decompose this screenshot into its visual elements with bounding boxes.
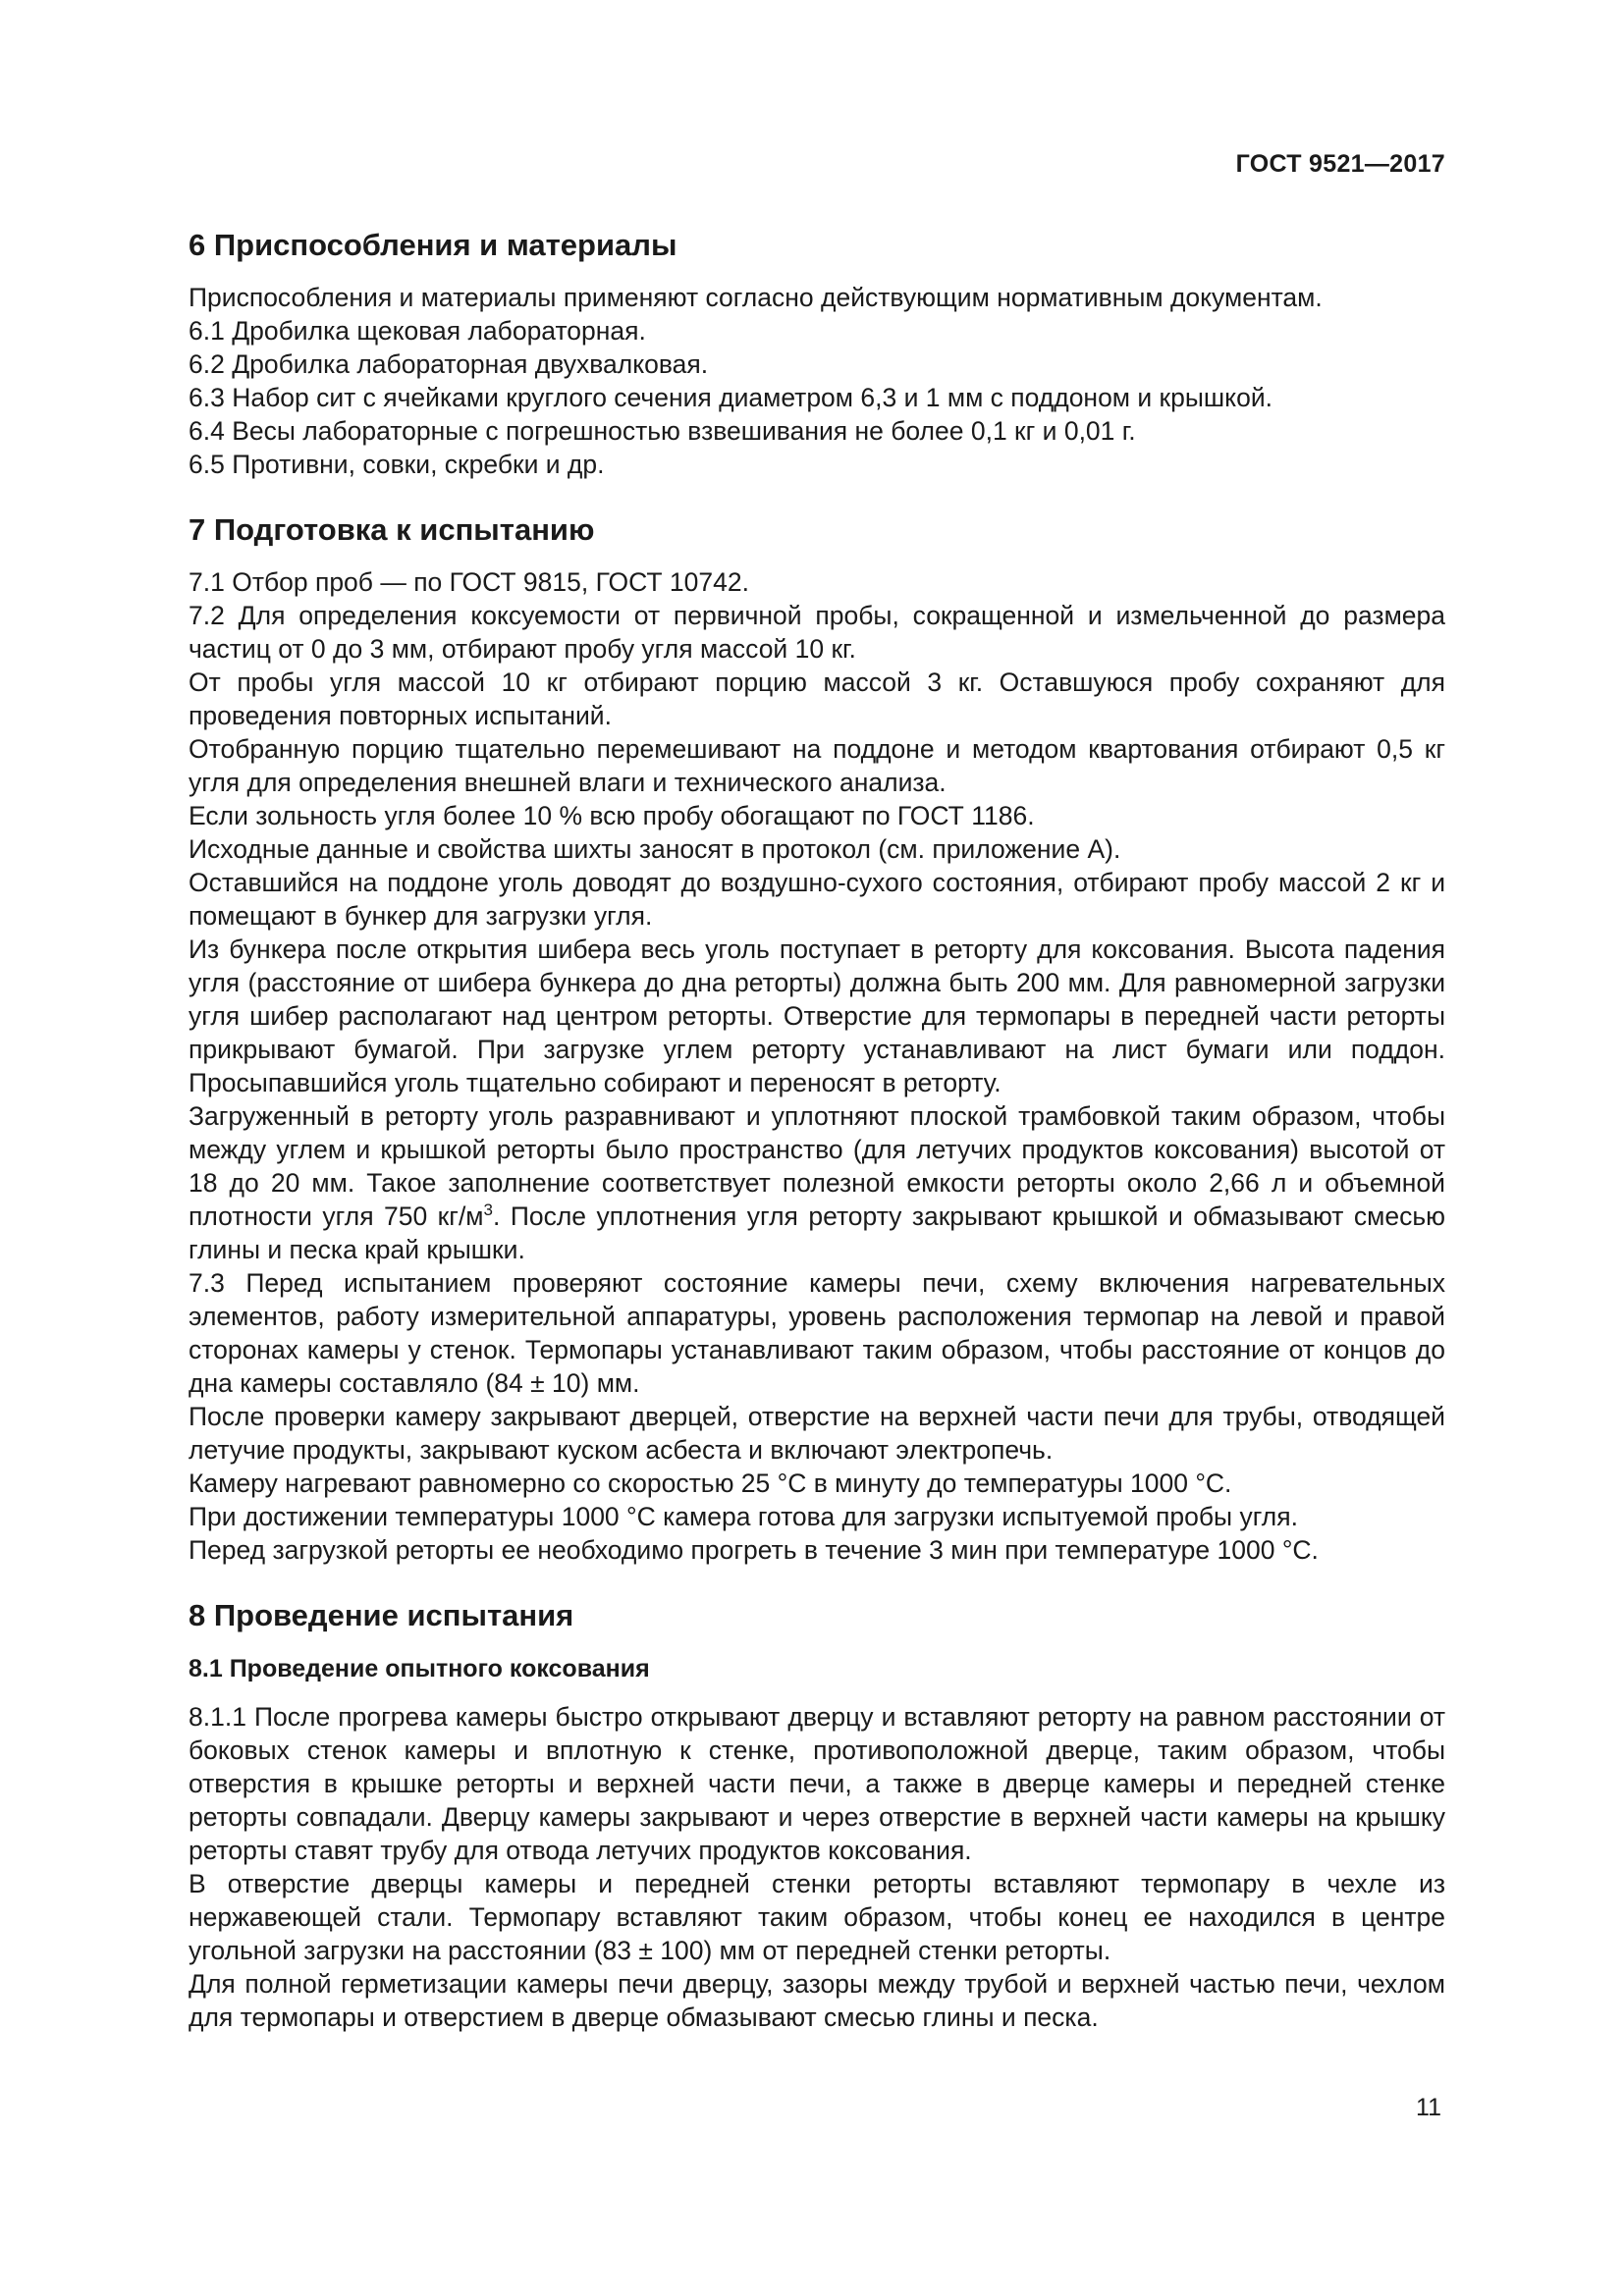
paragraph: От пробы угля массой 10 кг отбирают порцию массой 3 кг. Оставшуюся пробу сохраняют для проведения повторных испытаний.	[189, 667, 1445, 730]
paragraph: Оставшийся на поддоне уголь доводят до воздушно-сухого состояния, отбирают пробу массой 2 кг и помещают в бункер для загрузки угля.	[189, 868, 1445, 931]
subsection-8-1-title: 8.1 Проведение опытного коксования	[189, 1655, 650, 1682]
paragraph: Исходные данные и свойства шихты заносят в протокол (см. приложение А).	[189, 834, 1121, 864]
item-6-5: 6.5 Противни, совки, скребки и др.	[189, 450, 605, 479]
document-code: ГОСТ 9521—2017	[1235, 150, 1445, 178]
paragraph: Если зольность угля более 10 % всю пробу обогащают по ГОСТ 1186.	[189, 801, 1035, 830]
paragraph: Для полной герметизации камеры печи дверцу, зазоры между трубой и верхней частью печи, чехлом для термопары и отверстием в дверце обмазывают смесью глины и песка.	[189, 1969, 1445, 2032]
paragraph: Камеру нагревают равномерно со скоростью 25 °С в минуту до температуры 1000 °С.	[189, 1468, 1232, 1498]
item-6-1: 6.1 Дробилка щековая лабораторная.	[189, 316, 646, 346]
item-7-1: 7.1 Отбор проб — по ГОСТ 9815, ГОСТ 10742.	[189, 567, 749, 597]
page-number: 11	[1416, 2094, 1441, 2121]
paragraph: В отверстие дверцы камеры и передней стенки реторты вставляют термопару в чехле из нержавеющей стали. Термопару вставляют таким образом, чтобы конец ее находился в центре угольной загрузки на расстоянии (83 ± 100) мм от передней стенки реторты.	[189, 1869, 1445, 1965]
item-7-2: 7.2 Для определения коксуемости от первичной пробы, сокращенной и измельченной до размера частиц от 0 до 3 мм, отбирают пробу угля массой 10 кг.	[189, 601, 1445, 664]
paragraph: Отобранную порцию тщательно перемешивают на поддоне и методом квартования отбирают 0,5 кг угля для определения внешней влаги и технического анализа.	[189, 734, 1445, 797]
section-6-title: 6 Приспособления и материалы	[189, 228, 677, 262]
density-paragraph	[189, 1099, 1445, 1266]
item-7-3: 7.3 Перед испытанием проверяют состояние камеры печи, схему включения нагревательных элементов, работу измерительной аппаратуры, уровень расположения термопар на левой и правой сторонах камеры у стенок. Термопары устанавливают таким образом, чтобы расстояние от концов до дна камеры составляло (84 ± 10) мм.	[189, 1268, 1445, 1398]
paragraph: Из бункера после открытия шибера весь уголь поступает в реторту для коксования. Высота падения угля (расстояние от шибера бункера до дна реторты) должна быть 200 мм. Для равномерной загрузки угля шибер располагают над центром реторты. Отверстие для термопары в передней части реторты прикрывают бумагой. При загрузке углем реторту устанавливают на лист бумаги или поддон. Просыпавшийся уголь тщательно собирают и переносят в реторту.	[189, 934, 1445, 1097]
section-7-title: 7 Подготовка к испытанию	[189, 512, 595, 547]
paragraph: При достижении температуры 1000 °С камера готова для загрузки испытуемой пробы угля.	[189, 1502, 1298, 1531]
section-6-intro: Приспособления и материалы применяют согласно действующим нормативным документам.	[189, 283, 1323, 312]
paragraph: Перед загрузкой реторты ее необходимо прогреть в течение 3 мин при температуре 1000 °С.	[189, 1535, 1319, 1565]
item-6-4: 6.4 Весы лабораторные с погрешностью взвешивания не более 0,1 кг и 0,01 г.	[189, 416, 1136, 446]
paragraph: После проверки камеру закрывают дверцей, отверстие на верхней части печи для трубы, отводящей летучие продукты, закрывают куском асбеста и включают электропечь.	[189, 1402, 1445, 1465]
page-content	[189, 224, 1445, 2034]
item-6-2: 6.2 Дробилка лабораторная двухвалковая.	[189, 349, 709, 379]
superscript-3: 3	[483, 1201, 493, 1220]
section-8-title: 8 Проведение испытания	[189, 1598, 574, 1632]
density-text-before: Загруженный в реторту уголь разравнивают и уплотняют плоской трамбовкой таким образом, чтобы между углем и крышкой реторты было пространство (для летучих продуктов коксования) высотой от 18 до 20 мм. Такое заполнение соответствует полезной емкости реторты около 2,66 л и объемной плотности угля 750 кг/м	[189, 1101, 1445, 1231]
item-6-3: 6.3 Набор сит с ячейками круглого сечения диаметром 6,3 и 1 мм с поддоном и крышкой.	[189, 383, 1272, 412]
density-text-after: . После уплотнения угля реторту закрывают крышкой и обмазывают смесью глины и песка край крышки.	[189, 1201, 1445, 1264]
item-8-1-1: 8.1.1 После прогрева камеры быстро открывают дверцу и вставляют реторту на равном расстоянии от боковых стенок камеры и вплотную к стенке, противоположной дверце, таким образом, чтобы отверстия в крышке реторты и верхней части печи, а также в дверце камеры и передней стенке реторты совпадали. Дверцу камеры закрывают и через отверстие в верхней части камеры на крышку реторты ставят трубу для отвода летучих продуктов коксования.	[189, 1702, 1445, 1865]
